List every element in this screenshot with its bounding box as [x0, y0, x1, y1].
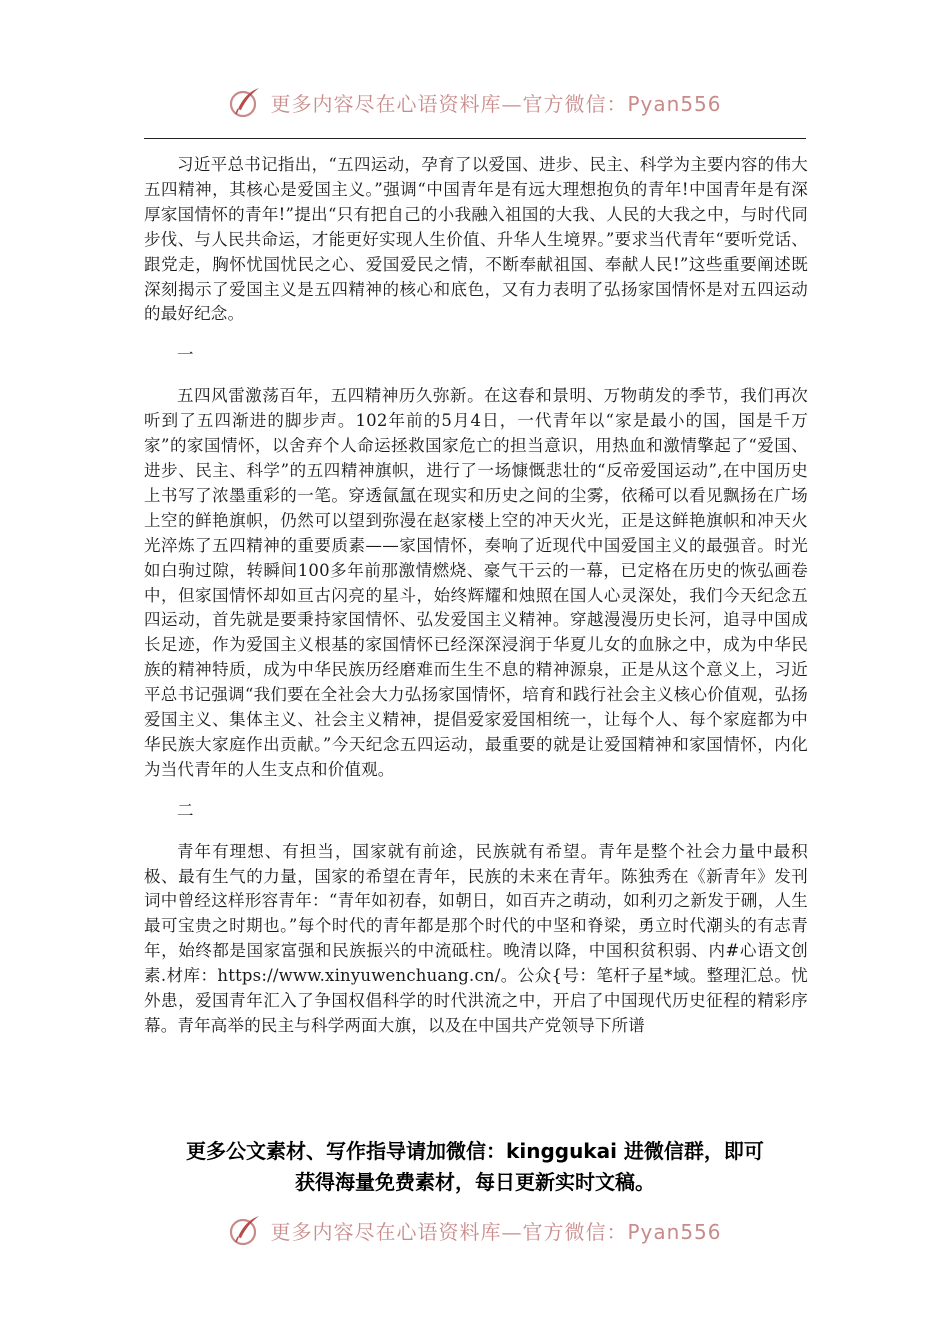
quill-pen-logo-icon: [228, 85, 262, 119]
banner-text: 更多内容尽在心语资料库—官方微信：Pyan556: [270, 91, 722, 116]
promo-line-1: 更多公文素材、写作指导请加微信：kinggukai 进微信群，即可: [186, 1139, 764, 1163]
section-heading-two: 二: [177, 800, 194, 820]
intro-paragraph: 习近平总书记指出，“五四运动，孕育了以爱国、进步、民主、科学为主要内容的伟大五四精神，其核心是爱国主义。”强调“中国青年是有远大理想抱负的青年!中国青年是有深厚家国情怀的青年!”提出“只有把自己的小我融入祖国的大我、人民的大我之中，与时代同步伐、与人民共命运，才能更好实现人生价值、升华人生境界。”要求当代青年“要听党话、跟党走，胸怀忧国忧民之心、爱国爱民之情，不断奉献祖国、奉献人民!”这些重要阐述既深刻揭示了爱国主义是五四精神的核心和底色，又有力表明了弘扬家国情怀是对五四运动的最好纪念。: [144, 155, 808, 324]
quill-pen-logo-icon: [228, 1213, 262, 1247]
article-body: [144, 153, 808, 1039]
header-divider: [144, 138, 806, 139]
footer-banner: [0, 1208, 950, 1252]
promo-notice: [120, 1136, 830, 1198]
promo-line-2: 获得海量免费素材，每日更新实时文稿。: [295, 1170, 655, 1194]
banner-text: 更多内容尽在心语资料库—官方微信：Pyan556: [270, 1219, 722, 1244]
section-heading-one: 一: [177, 345, 194, 365]
header-banner: [0, 80, 950, 124]
section-one-paragraph: 五四风雷激荡百年，五四精神历久弥新。在这春和景明、万物萌发的季节，我们再次听到了五四渐进的脚步声。102年前的5月4日，一代青年以“家是最小的国，国是千万家”的家国情怀，以舍弃个人命运拯救国家危亡的担当意识，用热血和激情擎起了“爱国、进步、民主、科学”的五四精神旗帜，进行了一场慷慨悲壮的“反帝爱国运动”,在中国历史上书写了浓墨重彩的一笔。穿透氤氲在现实和历史之间的尘雾，依稀可以看见飘扬在广场上空的鲜艳旗帜，仍然可以望到弥漫在赵家楼上空的冲天火光，正是这鲜艳旗帜和冲天火光淬炼了五四精神的重要质素——家国情怀，奏响了近现代中国爱国主义的最强音。时光如白驹过隙，转瞬间100多年前那激情燃烧、豪气干云的一幕，已定格在历史的恢弘画卷中，但家国情怀却如亘古闪亮的星斗，始终辉耀和烛照在国人心灵深处，我们今天纪念五四运动，首先就是要秉持家国情怀、弘发爱国主义精神。穿越漫漫历史长河，追寻中国成长足迹，作为爱国主义根基的家国情怀已经深深浸润于华夏儿女的血脉之中，成为中华民族的精神特质，成为中华民族历经磨难而生生不息的精神源泉，正是从这个意义上，习近平总书记强调“我们要在全社会大力弘扬家国情怀，培育和践行社会主义核心价值观，弘扬爱国主义、集体主义、社会主义精神，提倡爱家爱国相统一，让每个人、每个家庭都为中华民族大家庭作出贡献。”今天纪念五四运动，最重要的就是让爱国精神和家国情怀，内化为当代青年的人生支点和价值观。: [144, 386, 808, 779]
section-two-paragraph: 青年有理想、有担当，国家就有前途，民族就有希望。青年是整个社会力量中最积极、最有生气的力量，国家的希望在青年，民族的未来在青年。陈独秀在《新青年》发刊词中曾经这样形容青年：“青年如初春，如朝日，如百卉之萌动，如利刃之新发于硎，人生最可宝贵之时期也。”每个时代的青年都是那个时代的中坚和脊梁，勇立时代潮头的有志青年，始终都是国家富强和民族振兴的中流砥柱。晚清以降，中国积贫积弱、内#心语文创素.材库：https://www.xinyuwenchuang.cn/。公众{号：笔杆子星*域。整理汇总。忧外患，爱国青年汇入了争国权倡科学的时代洪流之中，开启了中国现代历史征程的精彩序幕。青年高举的民主与科学两面大旗，以及在中国共产党领导下所谱: [144, 841, 808, 1035]
